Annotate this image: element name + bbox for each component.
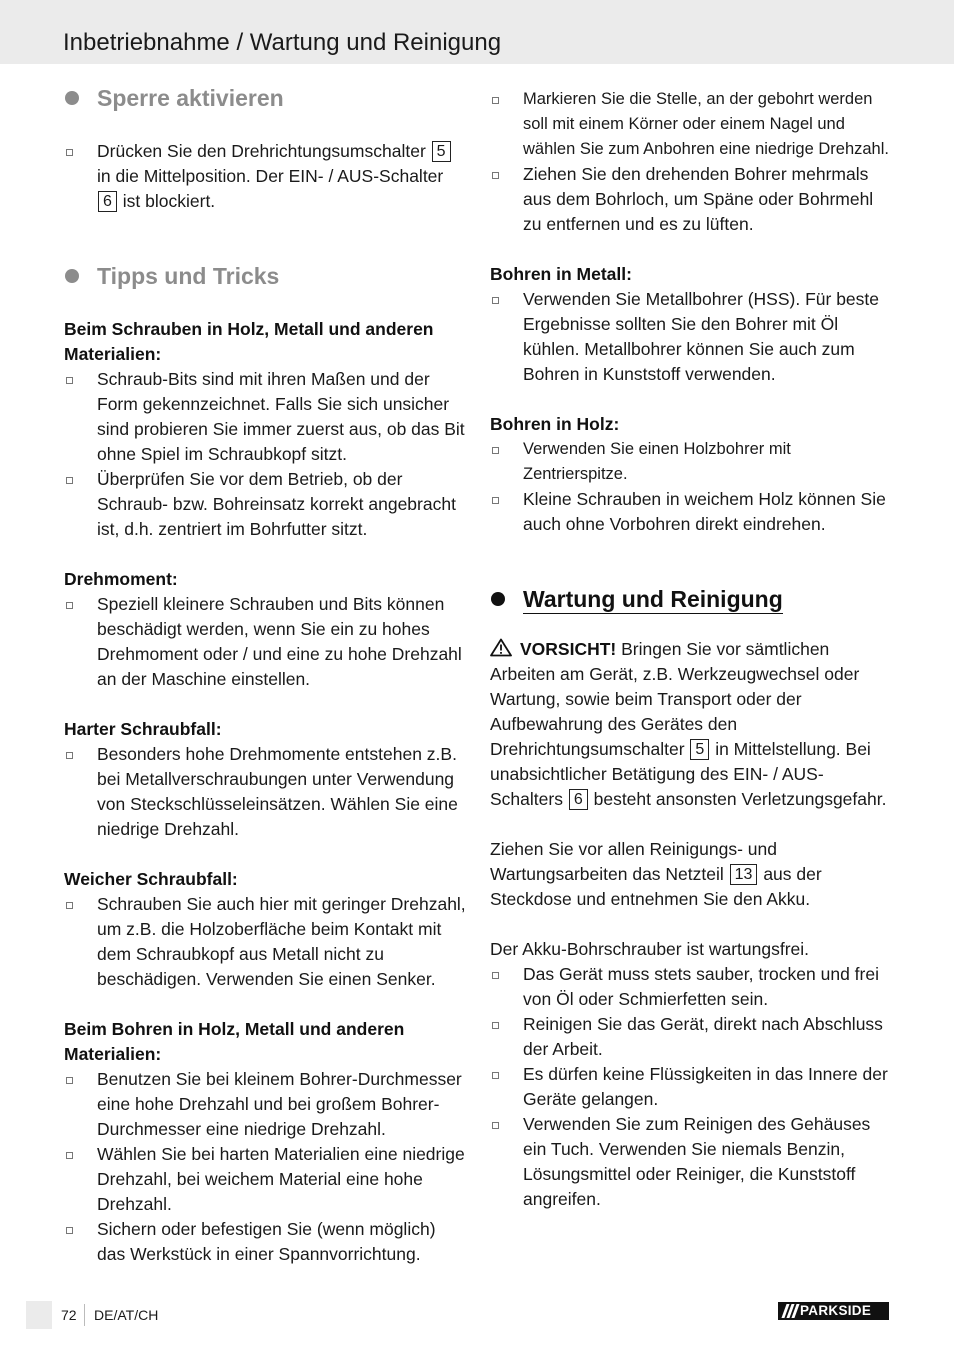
subheading: Bohren in Metall: <box>490 264 632 284</box>
checkbox-bullet-icon <box>492 172 499 179</box>
checkbox-bullet-icon <box>66 477 73 484</box>
section-heading-sperre: Sperre aktivieren <box>64 84 466 112</box>
list-item: Ziehen Sie den drehenden Bohrer mehrmals aus dem Bohrloch, um Späne oder Bohrmehl zu entfernen und es zu lüften. <box>490 162 892 237</box>
part-reference: 5 <box>432 141 451 162</box>
part-reference: 13 <box>730 864 758 885</box>
checkbox-bullet-icon <box>66 149 73 156</box>
checkbox-bullet-icon <box>66 902 73 909</box>
bullet-dot-icon <box>65 91 79 105</box>
section-heading-tipps: Tipps und Tricks <box>64 262 466 290</box>
warning-paragraph: VORSICHT! Bringen Sie vor sämtlichen Arbeiten am Gerät, z.B. Werkzeugwechsel oder Wartung, sowie beim Transport oder der Aufbewahrung des Gerätes den Drehrichtungsumschalter 5 in Mittelstellung. Bei unabsichtlicher Betätigung des EIN- / AUS-Schalters 6 besteht ansonsten Verletzungsgefahr. <box>490 639 887 809</box>
subheading: Harter Schraubfall: <box>64 719 222 739</box>
page-number: 72 <box>61 1307 77 1323</box>
list-item: Verwenden Sie einen Holzbohrer mit Zentrierspitze. <box>490 437 892 487</box>
list-item: Überprüfen Sie vor dem Betrieb, ob der Schraub- bzw. Bohreinsatz korrekt angebracht ist, d.h. zentriert im Bohrfutter sitzt. <box>64 467 466 542</box>
part-reference: 6 <box>569 789 588 810</box>
list-item: Besonders hohe Drehmomente entstehen z.B. bei Metallverschraubungen unter Verwendung von Steckschlüsseleinsätzen. Wählen Sie eine niedrige Drehzahl. <box>64 742 466 842</box>
footer-page-marker <box>26 1301 52 1329</box>
page-title: Inbetriebnahme / Wartung und Reinigung <box>63 29 502 56</box>
checkbox-bullet-icon <box>492 972 499 979</box>
checkbox-bullet-icon <box>66 602 73 609</box>
list-item: Drücken Sie den Drehrichtungsumschalter 5 in die Mittelposition. Der EIN- / AUS-Schalter 6 ist blockiert. <box>64 139 466 214</box>
checkbox-bullet-icon <box>492 1072 499 1079</box>
list-item: Markieren Sie die Stelle, an der gebohrt werden soll mit einem Körner oder einem Nagel und wählen Sie zum Anbohren eine niedrige Drehzahl. <box>490 87 892 162</box>
list-item: Schraub-Bits sind mit ihren Maßen und der Form gekennzeichnet. Falls Sie sich unsicher sind probieren Sie immer zuerst aus, ob das Bit ohne Spiel im Schraubkopf sitzt. <box>64 367 466 467</box>
paragraph: Der Akku-Bohrschrauber ist wartungsfrei. <box>490 939 810 959</box>
list-item: Benutzen Sie bei kleinem Bohrer-Durchmesser eine hohe Drehzahl und bei großem Bohrer-Durchmesser eine niedrige Drehzahl. <box>64 1067 466 1142</box>
bullet-dot-icon <box>65 269 79 283</box>
logo-stripes-icon <box>778 1302 800 1320</box>
checkbox-bullet-icon <box>492 447 499 454</box>
checkbox-bullet-icon <box>66 1227 73 1234</box>
brand-name: PARKSIDE <box>800 1303 872 1318</box>
list-item: Das Gerät muss stets sauber, trocken und frei von Öl oder Schmierfetten sein. <box>490 962 892 1012</box>
subheading: Drehmoment: <box>64 569 178 589</box>
page-header <box>0 0 954 64</box>
footer-divider <box>84 1304 85 1326</box>
bullet-dot-icon <box>491 592 505 606</box>
warning-label: VORSICHT! <box>520 639 617 659</box>
list-item: Reinigen Sie das Gerät, direkt nach Abschluss der Arbeit. <box>490 1012 892 1062</box>
part-reference: 6 <box>98 191 117 212</box>
list-item: Schrauben Sie auch hier mit geringer Drehzahl, um z.B. die Holzoberfläche beim Kontakt mit dem Schraubkopf aus Metall nicht zu beschädigen. Verwenden Sie einen Senker. <box>64 892 466 992</box>
checkbox-bullet-icon <box>66 1077 73 1084</box>
paragraph: Ziehen Sie vor allen Reinigungs- und Wartungsarbeiten das Netzteil 13 aus der Steckdose und entnehmen Sie den Akku. <box>490 839 822 909</box>
list-item: Wählen Sie bei harten Materialien eine niedrige Drehzahl, bei weichem Material eine hohe Drehzahl. <box>64 1142 466 1217</box>
checkbox-bullet-icon <box>492 297 499 304</box>
checkbox-bullet-icon <box>492 97 499 104</box>
list-item: Verwenden Sie Metallbohrer (HSS). Für beste Ergebnisse sollten Sie den Bohrer mit Öl kühlen. Metallbohrer können Sie auch zum Bohren in Kunststoff verwenden. <box>490 287 892 387</box>
list-item: Sichern oder befestigen Sie (wenn möglich) das Werkstück in einer Spannvorrichtung. <box>64 1217 466 1267</box>
checkbox-bullet-icon <box>492 1022 499 1029</box>
subheading: Bohren in Holz: <box>490 414 620 434</box>
part-reference: 5 <box>690 739 709 760</box>
list-item: Verwenden Sie zum Reinigen des Gehäuses ein Tuch. Verwenden Sie niemals Benzin, Lösungsmittel oder Reiniger, die Kunststoff angreifen. <box>490 1112 892 1212</box>
section-heading-wartung: Wartung und Reinigung <box>490 585 892 613</box>
subheading: Beim Schrauben in Holz, Metall und anderen Materialien: <box>64 319 434 364</box>
brand-logo <box>778 1302 889 1320</box>
right-column <box>490 87 892 1212</box>
region-code: DE/AT/CH <box>94 1307 159 1323</box>
checkbox-bullet-icon <box>492 1122 499 1129</box>
left-column <box>64 84 466 1267</box>
checkbox-bullet-icon <box>492 497 499 504</box>
subheading: Weicher Schraubfall: <box>64 869 238 889</box>
list-item: Speziell kleinere Schrauben und Bits können beschädigt werden, wenn Sie ein zu hohes Drehmoment oder / und eine zu hohe Drehzahl an der Maschine einstellen. <box>64 592 466 692</box>
checkbox-bullet-icon <box>66 1152 73 1159</box>
list-item: Kleine Schrauben in weichem Holz können Sie auch ohne Vorbohren direkt eindrehen. <box>490 487 892 537</box>
subheading: Beim Bohren in Holz, Metall und anderen Materialien: <box>64 1019 405 1064</box>
list-item: Es dürfen keine Flüssigkeiten in das Innere der Geräte gelangen. <box>490 1062 892 1112</box>
checkbox-bullet-icon <box>66 377 73 384</box>
checkbox-bullet-icon <box>66 752 73 759</box>
warning-triangle-icon <box>490 638 512 657</box>
